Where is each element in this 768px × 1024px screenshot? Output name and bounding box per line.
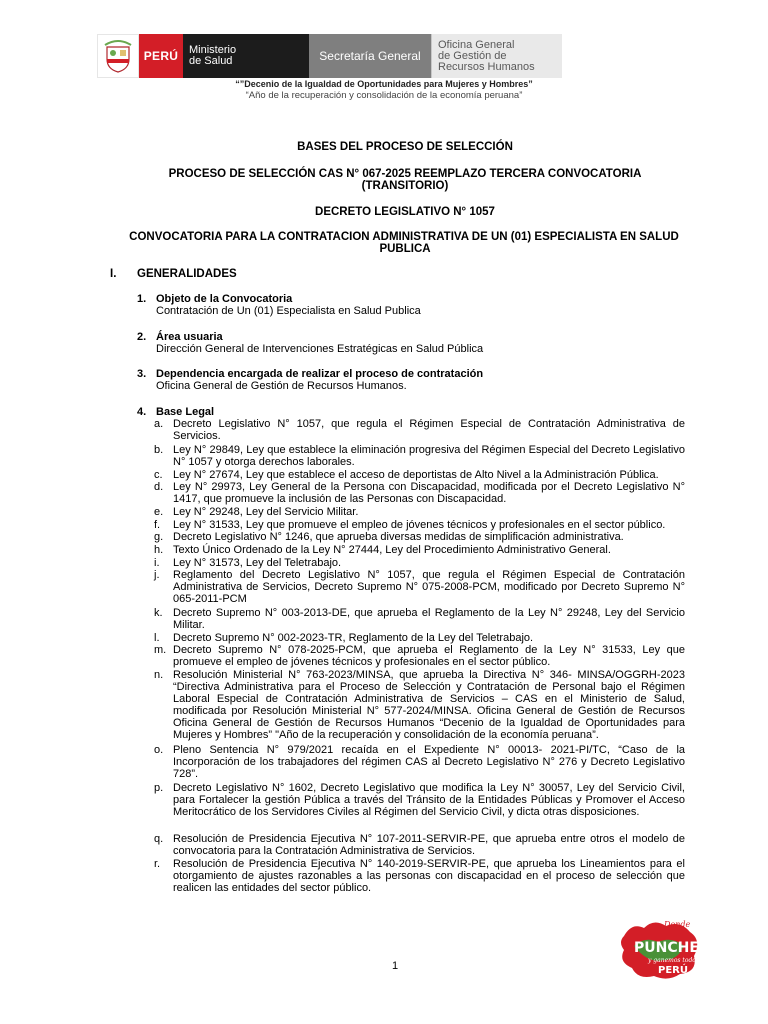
institutional-banner: [97, 34, 562, 78]
coat-of-arms-icon: [97, 34, 139, 78]
anio-motto: “Año de la recuperación y consolidación de la economía peruana”: [245, 90, 523, 101]
section-number: I.: [110, 268, 117, 280]
list-item-letter: c.: [154, 469, 163, 481]
title-bases: BASES DEL PROCESO DE SELECCIÓN: [297, 141, 513, 153]
subsection-number: 2.: [137, 331, 147, 343]
subsection-label: Base Legal: [156, 406, 215, 418]
list-item-letter: j.: [154, 569, 160, 581]
oficina-label: [431, 34, 562, 78]
oficina-line3: Recursos Humanos: [438, 60, 535, 73]
punche-peru-logo: [614, 916, 704, 982]
subsection-label: Área usuaria: [156, 331, 223, 343]
decenio-motto: “”Decenio de la Igualdad de Oportunidades para Mujeres y Hombres”: [235, 79, 533, 89]
title-proceso-line2: (TRANSITORIO): [361, 180, 449, 192]
ministerio-label: [183, 34, 309, 78]
ministerio-line1: Ministerio: [189, 44, 237, 56]
subsection-number: 4.: [137, 406, 147, 418]
title-convocatoria-line2: PUBLICA: [379, 243, 431, 255]
list-item-letter: q.: [154, 833, 164, 845]
list-item-letter: d.: [154, 481, 164, 493]
list-item: Decreto Supremo N° 002-2023-TR, Reglamento de la Ley del Teletrabajo.: [173, 632, 534, 644]
subsection-number: 1.: [137, 293, 147, 305]
section-title: GENERALIDADES: [137, 268, 237, 280]
list-item: Decreto Legislativo N° 1602, Decreto Legislativo que modifica la Ley N° 30057, Ley del Servicio Civil, para Fortalecer la gestión Pública a través del Tránsito de la Entidades Públicas y Promover el Acceso Meritocrático de los Servidores Civiles al Régimen del Servicio Civil, y dicta otras disposiciones.: [173, 782, 685, 818]
ministerio-line2: de Salud: [189, 55, 233, 67]
list-item-letter: b.: [154, 444, 164, 456]
logo-text-ganemos: y ganemos todos: [648, 957, 699, 964]
list-item-letter: e.: [154, 506, 164, 518]
title-decreto: DECRETO LEGISLATIVO N° 1057: [315, 206, 495, 218]
oficina-line2: de Gestión de: [438, 49, 507, 62]
subsection-label: Dependencia encargada de realizar el proceso de contratación: [156, 368, 484, 380]
subsection-description: Contratación de Un (01) Especialista en Salud Publica: [156, 305, 421, 317]
oficina-line1: Oficina General: [438, 38, 515, 51]
list-item-letter: g.: [154, 531, 164, 543]
subsection-description: Dirección General de Intervenciones Estratégicas en Salud Pública: [156, 343, 484, 355]
subsection-number: 3.: [137, 368, 147, 380]
logo-text-punche: PUNCHE: [634, 940, 699, 956]
list-item: Ley N° 29849, Ley que establece la eliminación progresiva del Régimen Especial del Decreto Legislativo N° 1057 y otorga derechos laborales.: [173, 444, 685, 468]
list-item-letter: f.: [154, 519, 161, 531]
list-item: Ley N° 29248, Ley del Servicio Militar.: [173, 506, 359, 518]
subsection-label: Objeto de la Convocatoria: [156, 293, 293, 305]
list-item-letter: h.: [154, 544, 164, 556]
list-item: Decreto Legislativo N° 1057, que regula el Régimen Especial de Contratación Administrativa de Servicios.: [173, 418, 685, 442]
logo-text-donde: Donde: [664, 920, 691, 929]
title-convocatoria-line1: CONVOCATORIA PARA LA CONTRATACION ADMINISTRATIVA DE UN (01) ESPECIALISTA EN SALUD: [129, 231, 679, 243]
list-item-letter: p.: [154, 782, 164, 794]
list-item-letter: a.: [154, 418, 164, 430]
list-item: Pleno Sentencia N° 979/2021 recaída en el Expediente N° 00013- 2021-PI/TC, “Caso de la Incorporación de los trabajadores del régimen CAS al Decreto Legislativo N° 276 y Decreto Legislativo 728”.: [173, 744, 685, 780]
list-item: Ley N° 27674, Ley que establece el acceso de deportistas de Alto Nivel a la Administración Pública.: [173, 469, 659, 481]
list-item: Texto Único Ordenado de la Ley N° 27444, Ley del Procedimiento Administrativo General.: [173, 544, 611, 556]
logo-text-peru: PERÚ: [658, 965, 688, 976]
list-item: Ley N° 29973, Ley General de la Persona con Discapacidad, modificada por el Decreto Legislativo N° 1417, que promueve la inclusión de las Personas con Discapacidad.: [173, 481, 685, 505]
peru-label: PERÚ: [139, 34, 183, 78]
list-item: Decreto Supremo N° 078-2025-PCM, que aprueba el Reglamento de la Ley N° 31533, Ley que promueve el empleo de jóvenes técnicos y profesionales en el sector público.: [173, 644, 685, 668]
subsection-description: Oficina General de Gestión de Recursos Humanos.: [156, 380, 407, 392]
list-item-letter: k.: [154, 607, 163, 619]
title-proceso-line1: PROCESO DE SELECCIÓN CAS N° 067-2025 REEMPLAZO TERCERA CONVOCATORIA: [168, 168, 642, 180]
list-item: Resolución de Presidencia Ejecutiva N° 107-2011-SERVIR-PE, que aprueba entre otros el modelo de convocatoria para la Contratación Administrativa de Servicios.: [173, 833, 685, 857]
list-item: Decreto Supremo N° 003-2013-DE, que aprueba el Reglamento de la Ley N° 29248, Ley del Servicio Militar.: [173, 607, 685, 631]
list-item-letter: i.: [154, 557, 160, 569]
list-item-letter: o.: [154, 744, 164, 756]
list-item: Ley N° 31573, Ley del Teletrabajo.: [173, 557, 342, 569]
secretaria-label: Secretaría General: [309, 34, 431, 78]
page-number: 1: [392, 960, 399, 972]
list-item: Resolución de Presidencia Ejecutiva N° 140-2019-SERVIR-PE, que aprueba los Lineamientos para el otorgamiento de ajustes razonables a las personas con discapacidad en el proceso de selección que realicen las entidades del sector público.: [173, 858, 685, 894]
list-item-letter: l.: [154, 632, 160, 644]
list-item-letter: n.: [154, 669, 164, 681]
list-item-letter: m.: [154, 644, 167, 656]
list-item-letter: r.: [154, 858, 161, 870]
list-item: Resolución Ministerial N° 763-2023/MINSA, que aprueba la Directiva N° 346- MINSA/OGGRH-2023 “Directiva Administrativa para el Proceso de Selección y Contratación de Personal bajo el Régimen Laboral Especial de Contratación Administrativa de Servicios – CAS en el Ministerio de Salud, modificada por Resolución Ministerial N° 577-2024/MINSA. Oficina General de Gestión de Recursos Oficina General de Gestión de Recursos Humanos “Decenio de la Igualdad de Oportunidades para Mujeres y Hombres” "Año de la recuperación y consolidación de la economía peruana”.: [173, 669, 685, 741]
list-item: Reglamento del Decreto Legislativo N° 1057, que regula el Régimen Especial de Contratación Administrativa de Servicios, Decreto Supremo N° 075-2008-PCM, modificado por Decreto Supremo N° 065-2011-PCM: [173, 569, 685, 605]
list-item: Ley N° 31533, Ley que promueve el empleo de jóvenes técnicos y profesionales en el sector público.: [173, 519, 666, 531]
list-item: Decreto Legislativo N° 1246, que aprueba diversas medidas de simplificación administrativa.: [173, 531, 624, 543]
